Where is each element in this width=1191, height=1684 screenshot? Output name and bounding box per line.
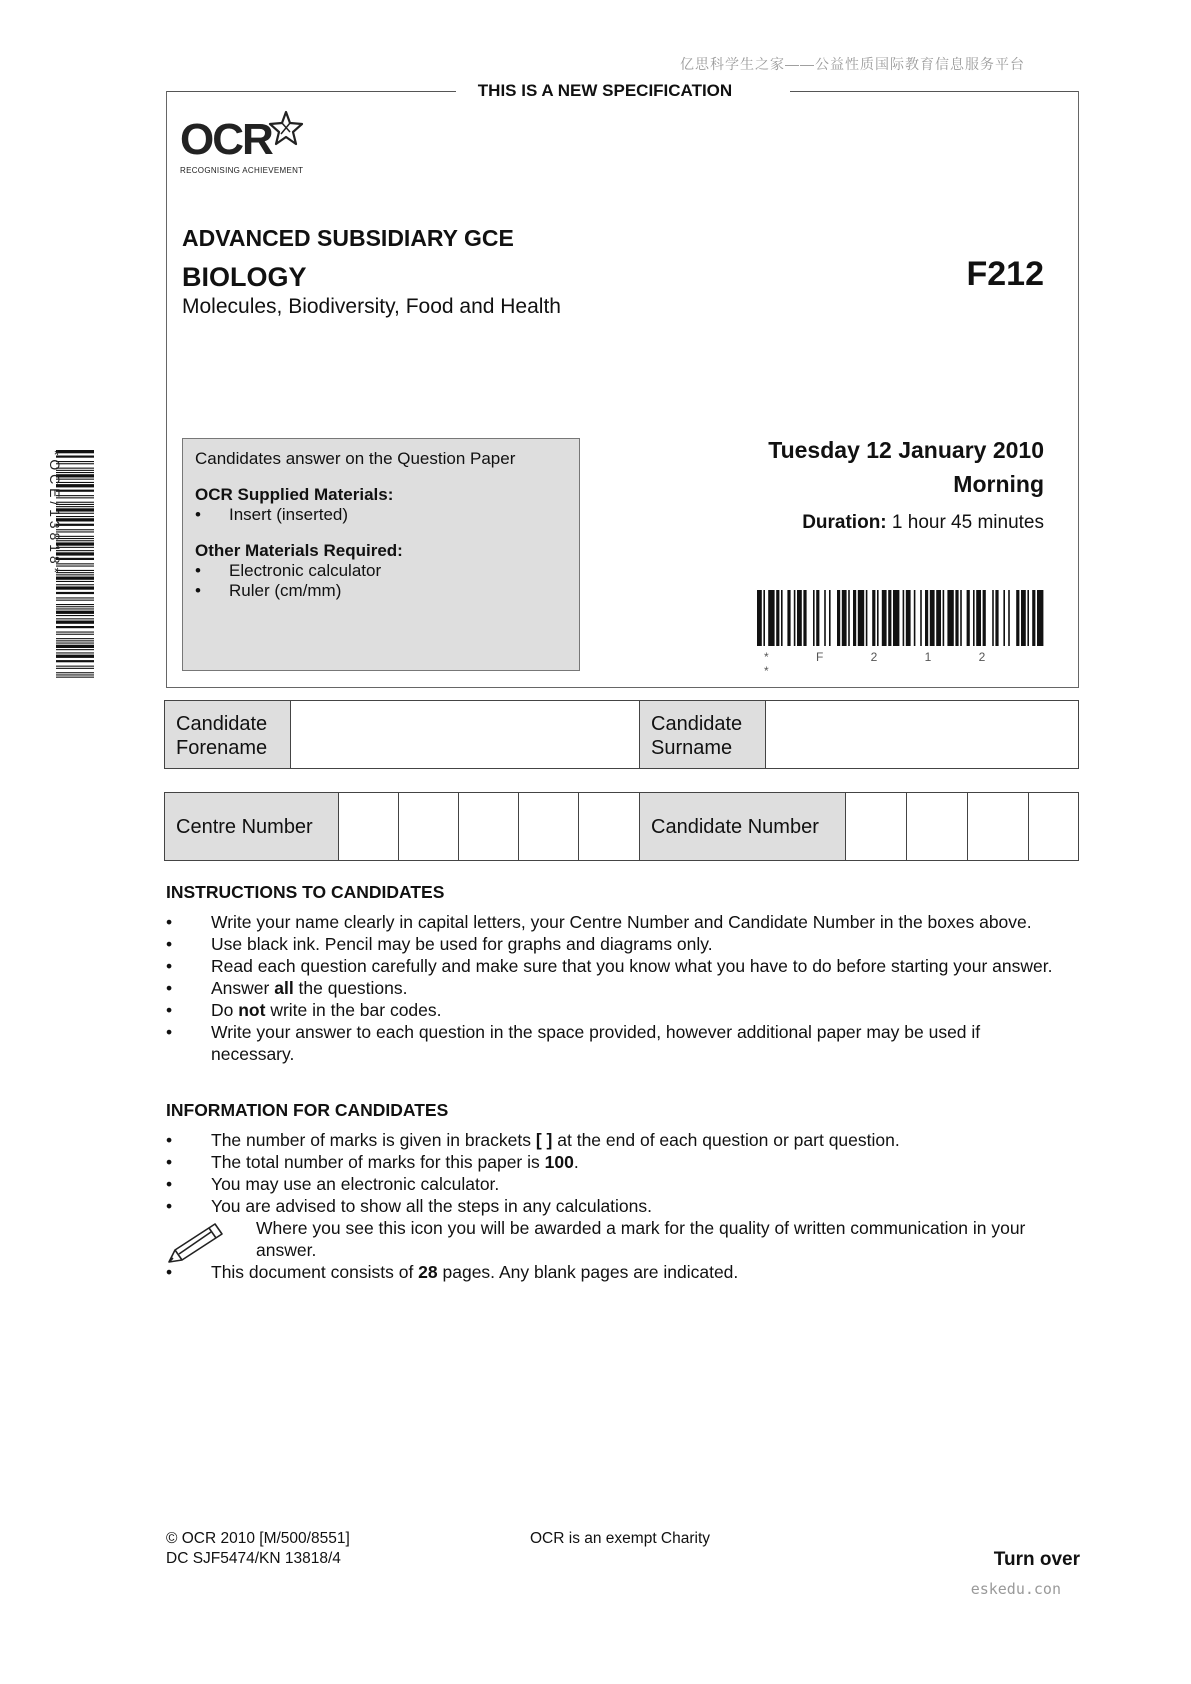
unit-title: Molecules, Biodiversity, Food and Health — [182, 295, 561, 318]
date-line: Tuesday 12 January 2010 — [768, 437, 1044, 463]
centre-number-box[interactable] — [579, 793, 640, 860]
centre-number-box[interactable] — [399, 793, 459, 860]
list-item: • Write your answer to each question in the space provided, however additional paper may be used if necessary. — [166, 1022, 981, 1064]
duration-value: 1 hour 45 minutes — [891, 512, 1044, 533]
list-item: • Do not write in the bar codes. — [166, 1000, 442, 1020]
information-list — [166, 1129, 1086, 1283]
spec-banner: THIS IS A NEW SPECIFICATION — [477, 81, 733, 100]
candidate-number-box[interactable] — [1029, 793, 1078, 860]
copyright: © OCR 2010 [M/500/8551] — [166, 1530, 350, 1547]
surname-field[interactable] — [766, 701, 1078, 768]
instructions-list — [166, 911, 1086, 1065]
side-barcode — [38, 450, 96, 678]
list-item: • The number of marks is given in brackets [ ] at the end of each question or part question. — [166, 1130, 900, 1150]
logo-tagline: RECOGNISING ACHIEVEMENT — [180, 166, 304, 175]
charity-note: OCR is an exempt Charity — [530, 1530, 711, 1547]
logo-word: OCR — [180, 115, 272, 164]
list-item: • Use black ink. Pencil may be used for graphs and diagrams only. — [166, 934, 713, 954]
candidate-number-box[interactable] — [907, 793, 968, 860]
list-item: • Read each question carefully and make sure that you know what you have to do before starting your answer. — [166, 956, 1053, 976]
duration-label: Duration: — [802, 512, 887, 533]
information-heading: INFORMATION FOR CANDIDATES — [166, 1100, 449, 1120]
main-barcode — [757, 590, 1044, 650]
list-item: • Write your name clearly in capital letters, your Centre Number and Candidate Number in the boxes above. — [166, 912, 1032, 932]
surname-label: Candidate Surname — [640, 701, 766, 768]
list-item: • The total number of marks for this paper is 100. — [166, 1152, 579, 1172]
star-icon — [268, 110, 304, 146]
other-heading: Other Materials Required: — [195, 541, 403, 560]
session: Morning — [953, 471, 1044, 497]
candidate-number-box[interactable] — [846, 793, 907, 860]
centre-number-box[interactable] — [339, 793, 399, 860]
exam-date — [768, 433, 1044, 501]
qwc-item: Where you see this icon you will be awarded a mark for the quality of written communication in your answer. — [256, 1218, 1026, 1260]
list-item: • This document consists of 28 pages. Any blank pages are indicated. — [166, 1262, 739, 1282]
other-item: • Electronic calculator — [195, 561, 382, 580]
forename-label: Candidate Forename — [165, 701, 291, 768]
list-item: • You may use an electronic calculator. — [166, 1174, 500, 1194]
subject-title: BIOLOGY — [182, 262, 307, 292]
duration — [802, 512, 1044, 534]
candidate-number-label: Candidate Number — [640, 793, 846, 860]
candidate-name-row — [164, 700, 1079, 769]
footer-left — [166, 1529, 350, 1569]
unit-code: F212 — [966, 255, 1044, 293]
list-item: • Answer all the questions. — [166, 978, 408, 998]
ocr-logo — [180, 115, 340, 188]
turn-over: Turn over — [993, 1549, 1080, 1570]
centre-number-box[interactable] — [519, 793, 579, 860]
materials-intro: Candidates answer on the Question Paper — [195, 449, 516, 468]
forename-field[interactable] — [291, 701, 640, 768]
supplied-heading: OCR Supplied Materials: — [195, 485, 394, 504]
side-barcode-text: * O C E / 1 3 8 1 8 * — [47, 450, 63, 573]
instructions-heading: INSTRUCTIONS TO CANDIDATES — [166, 882, 445, 902]
list-item: • You are advised to show all the steps in any calculations. — [166, 1196, 653, 1216]
pencil-icon — [165, 1218, 229, 1266]
watermark-top: 亿思科学生之家——公益性质国际教育信息服务平台 — [680, 56, 1025, 72]
candidate-number-box[interactable] — [968, 793, 1029, 860]
centre-number-label: Centre Number — [165, 793, 339, 860]
supplied-item: • Insert (inserted) — [195, 505, 349, 524]
candidate-number-row — [164, 792, 1079, 861]
watermark-bottom: eskedu.con — [970, 1580, 1061, 1598]
materials-box — [182, 438, 580, 671]
barcode-text: * F 2 1 2 * — [764, 650, 1008, 678]
qualification-title: ADVANCED SUBSIDIARY GCE — [182, 225, 514, 251]
other-item: • Ruler (cm/mm) — [195, 581, 342, 600]
doc-code: DC SJF5474/KN 13818/4 — [166, 1550, 341, 1567]
centre-number-box[interactable] — [459, 793, 519, 860]
